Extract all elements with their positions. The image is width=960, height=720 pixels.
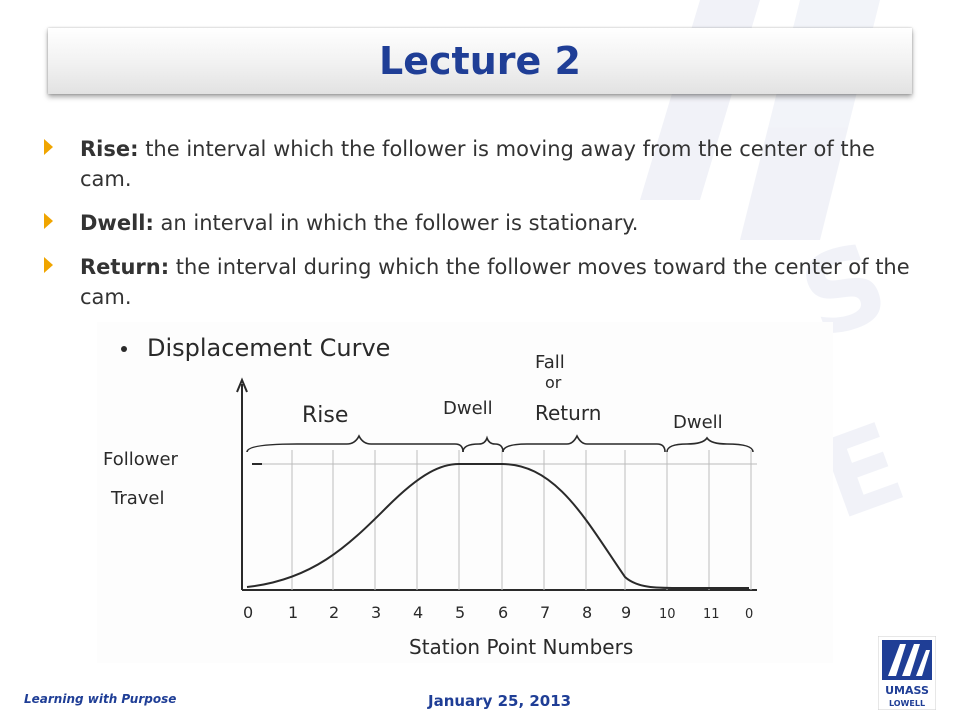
station-label: 4 <box>413 603 424 622</box>
bullet-list <box>44 134 924 326</box>
bullet-term: Return: <box>80 255 170 279</box>
y-label-line1: Follower <box>103 449 178 470</box>
sketch-heading: Displacement Curve <box>147 334 391 362</box>
title-bar <box>48 28 912 94</box>
bullet-arrow-icon <box>44 213 53 229</box>
sketch-svg <box>97 322 833 663</box>
bullet-text: the interval which the follower is moving away from the center of the cam. <box>80 137 875 191</box>
slide-title: Lecture 2 <box>379 39 581 83</box>
station-label: 1 <box>288 603 299 622</box>
segment-dwell-label-2: Dwell <box>673 412 723 433</box>
station-label: 2 <box>329 603 340 622</box>
bullet-arrow-icon <box>44 257 53 273</box>
segment-fall-label: Fall <box>535 352 565 373</box>
station-label: 11 <box>703 607 720 622</box>
svg-text:S: S <box>785 217 904 365</box>
bullet-text: the interval during which the follower moves toward the center of the cam. <box>80 255 910 309</box>
station-label: 0 <box>243 603 254 622</box>
segment-braces <box>247 436 753 452</box>
svg-text:E: E <box>805 398 920 545</box>
bullet-arrow-icon <box>44 139 53 155</box>
displacement-curve <box>247 464 749 588</box>
logo-lowell-text: LOWELL <box>888 699 926 708</box>
bullet-dwell <box>44 208 924 238</box>
displacement-curve-sketch <box>97 322 833 663</box>
station-label: 8 <box>582 603 593 622</box>
bullet-text: an interval in which the follower is stationary. <box>153 211 639 235</box>
segment-return-label: Return <box>535 401 602 425</box>
segment-dwell-label-1: Dwell <box>443 398 493 419</box>
x-axis-label: Station Point Numbers <box>409 635 634 659</box>
station-label: 7 <box>540 603 551 622</box>
station-label: 3 <box>371 603 382 622</box>
bullet-term: Dwell: <box>80 211 154 235</box>
footer-date: January 25, 2013 <box>428 692 572 710</box>
logo-umass-text: UMASS <box>885 684 929 697</box>
footer-tagline: Learning with Purpose <box>24 692 177 706</box>
bullet-term: Rise: <box>80 137 139 161</box>
bullet-return <box>44 252 924 312</box>
y-label-line2: Travel <box>111 488 165 509</box>
station-label: 6 <box>498 603 509 622</box>
segment-or-label: or <box>545 373 562 392</box>
umass-lowell-logo <box>878 636 936 710</box>
station-labels <box>243 603 753 622</box>
station-label: 10 <box>659 607 676 622</box>
station-label: 0 <box>745 607 754 622</box>
station-grid <box>292 450 751 590</box>
station-label: 5 <box>455 603 466 622</box>
segment-rise-label: Rise <box>302 403 349 428</box>
station-label: 9 <box>621 603 632 622</box>
bullet-rise <box>44 134 924 194</box>
sketch-bullet-dot <box>121 346 127 352</box>
